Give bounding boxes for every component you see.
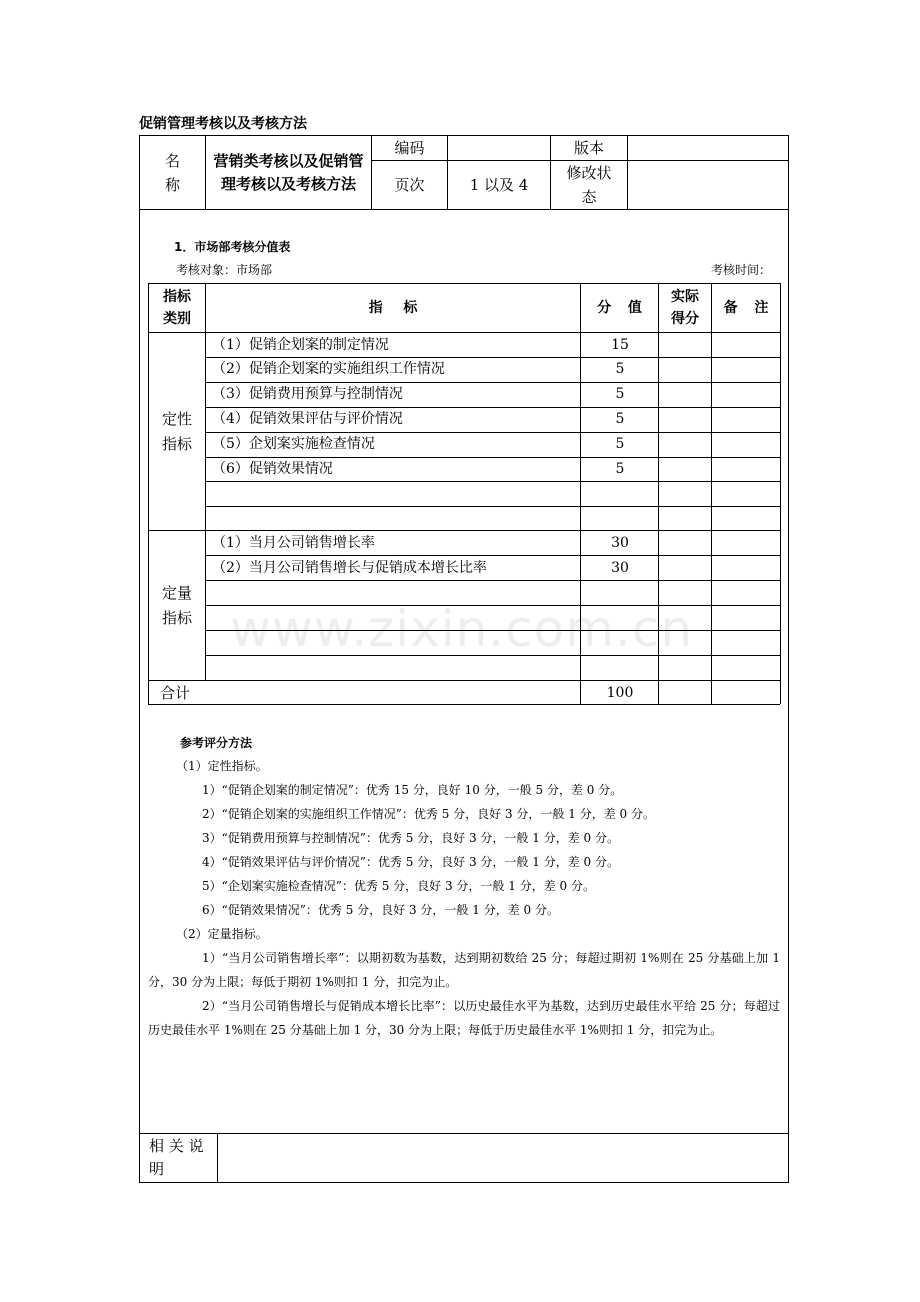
category-quantitative: 定量 指标 <box>161 583 192 627</box>
col-header-category: 指标 类别 <box>163 289 191 327</box>
qualitative-heading: （1）定性指标。 <box>176 759 268 773</box>
table-line <box>205 506 780 507</box>
table-line <box>205 630 780 631</box>
table-line <box>205 605 780 606</box>
code-value[interactable] <box>448 136 550 160</box>
table-line <box>205 580 780 581</box>
indicator-row: （1）当月公司销售增长率 <box>212 535 375 551</box>
version-value[interactable] <box>628 136 788 160</box>
total-label: 合计 <box>160 684 191 702</box>
page-value: 1 以及 4 <box>469 176 529 194</box>
score-cell: 30 <box>611 535 629 551</box>
table-line <box>148 680 780 681</box>
method-item: 6）“促销效果情况”：优秀 5 分，良好 3 分，一般 1 分，差 0 分。 <box>202 903 559 917</box>
score-cell: 5 <box>615 461 625 477</box>
table-line <box>148 704 780 705</box>
name-label: 名 称 <box>164 151 180 194</box>
col-header-actual: 实际 得分 <box>671 289 699 327</box>
method-item: 2）“当月公司销售增长与促销成本增长比率”：以历史最佳水平为基数，达到历史最佳水平给 25 分；每超过历史最佳水平 1%则在 25 分基础上加 1 分，30 分为上限；每低于历史最佳水平 1%则扣 1 分，扣完为止。 <box>148 999 780 1037</box>
score-cell: 30 <box>611 560 629 576</box>
status-value[interactable] <box>628 161 788 209</box>
score-cell: 15 <box>611 337 629 353</box>
method-item: 1）“当月公司销售增长率”：以期初数为基数，达到期初数给 25 分；每超过期初 1%则在 25 分基础上加 1 分，30 分为上限；每低于期初 1%则扣 1 分，扣完为止。 <box>148 951 780 989</box>
status-label: 修改状 态 <box>566 164 612 206</box>
col-header-indicator: 指 标 <box>368 300 418 316</box>
method-item: 2）“促销企划案的实施组织工作情况”：优秀 5 分，良好 3 分，一般 1 分，差 0 分。 <box>202 807 655 821</box>
related-notes-value[interactable] <box>218 1134 788 1182</box>
indicator-row: （5）企划案实施检查情况 <box>212 436 375 452</box>
col-header-note: 备 注 <box>723 300 769 316</box>
section-title: 1．市场部考核分值表 <box>174 240 291 254</box>
assessment-time: 考核时间： <box>711 263 772 277</box>
document-title: 促销管理考核以及考核方法 <box>139 116 307 132</box>
indicator-row: （2）促销企划案的实施组织工作情况 <box>212 361 445 377</box>
table-line <box>711 283 712 704</box>
indicator-row: （1）促销企划案的制定情况 <box>212 337 389 353</box>
table-line <box>205 481 780 482</box>
table-line <box>780 283 781 704</box>
method-item: 5）“企划案实施检查情况”：优秀 5 分，良好 3 分，一般 1 分，差 0 分。 <box>202 879 595 893</box>
score-cell: 5 <box>615 436 625 452</box>
version-label: 版本 <box>573 139 604 157</box>
assessment-target: 考核对象：市场部 <box>176 263 273 277</box>
related-notes-label: 相 关 说 明 <box>149 1137 204 1178</box>
indicator-row: （3）促销费用预算与控制情况 <box>212 386 403 402</box>
method-title: 参考评分方法 <box>180 736 253 750</box>
category-qualitative: 定性 指标 <box>161 409 192 453</box>
method-item: 1）“促销企划案的制定情况”：优秀 15 分，良好 10 分，一般 5 分，差 0 分。 <box>202 783 623 797</box>
score-cell: 5 <box>615 411 625 427</box>
indicator-row: （6）促销效果情况 <box>212 461 333 477</box>
indicator-row: （2）当月公司销售增长与促销成本增长比率 <box>212 560 487 576</box>
col-header-score: 分 值 <box>597 300 642 316</box>
code-label: 编码 <box>394 139 425 157</box>
quantitative-heading: （2）定量指标。 <box>176 927 268 941</box>
watermark: www.zixin.com.cn <box>230 600 694 658</box>
score-cell: 5 <box>615 386 625 402</box>
table-line <box>205 283 206 680</box>
score-cell: 5 <box>615 361 625 377</box>
table-line <box>205 655 780 656</box>
name-value: 营销类考核以及促销管理考核以及考核方法 <box>213 151 364 193</box>
method-item: 3）“促销费用预算与控制情况”：优秀 5 分，良好 3 分，一般 1 分，差 0 分。 <box>202 831 619 845</box>
method-item: 4）“促销效果评估与评价情况”：优秀 5 分，良好 3 分，一般 1 分，差 0 分。 <box>202 855 619 869</box>
header-bottom-line <box>139 209 789 210</box>
total-score: 100 <box>606 685 634 701</box>
indicator-row: （4）促销效果评估与评价情况 <box>212 411 403 427</box>
page-label: 页次 <box>394 176 425 194</box>
